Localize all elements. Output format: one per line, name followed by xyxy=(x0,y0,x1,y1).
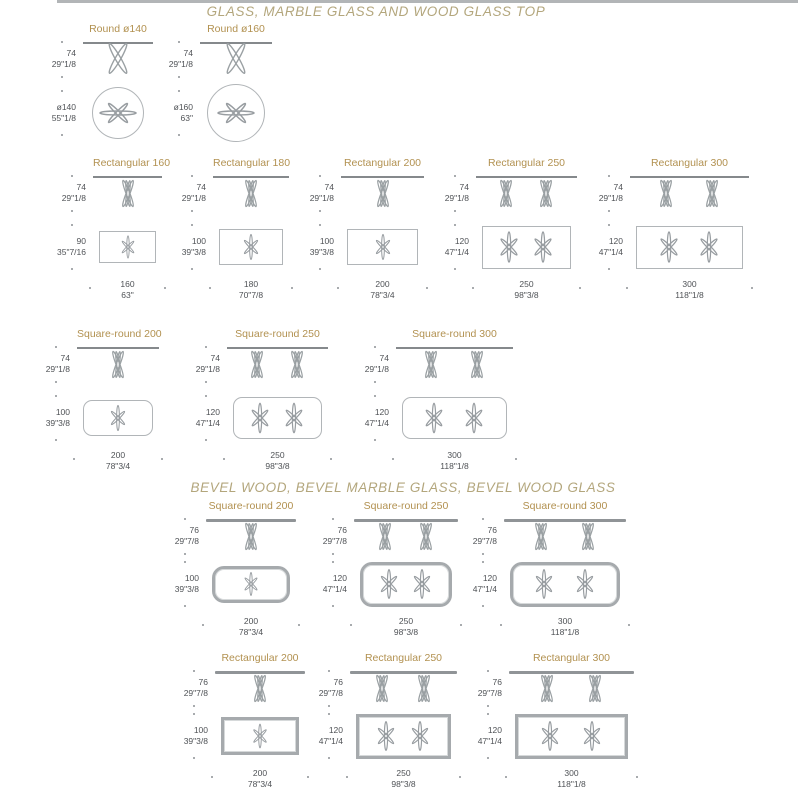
height-dimension: 74 29"1/8 xyxy=(47,176,93,210)
height-dimension: 74 29"1/8 xyxy=(31,347,77,381)
table-base-side-icon xyxy=(237,521,265,552)
side-view xyxy=(93,176,162,210)
figure-title: Square-round 250 xyxy=(363,500,449,512)
table-base-top-icon xyxy=(237,233,265,261)
top-view xyxy=(200,84,272,142)
figure-title: Rectangular 180 xyxy=(213,157,291,169)
table-top-outline xyxy=(402,397,507,439)
table-base-top-icon xyxy=(458,402,491,435)
side-view xyxy=(83,42,153,76)
figure-round-160 xyxy=(154,22,272,142)
table-top-outline xyxy=(636,226,743,269)
depth-dimension: 120 47"1/4 xyxy=(308,555,354,613)
top-view xyxy=(213,218,289,276)
length-dimension: 250 98"3/8 xyxy=(227,450,328,472)
figure-title: Square-round 300 xyxy=(522,500,608,512)
table-base-side-icon xyxy=(417,349,445,380)
top-view xyxy=(227,389,328,447)
table-base-top-icon xyxy=(492,230,526,264)
height-dimension: 74 29"1/8 xyxy=(167,176,213,210)
depth-dimension: 100 39"3/8 xyxy=(31,389,77,447)
table-top-line xyxy=(350,671,457,674)
table-base-top-icon xyxy=(652,230,686,264)
figure-square-round-250 xyxy=(181,327,328,472)
table-base-top-icon xyxy=(406,568,438,600)
side-view xyxy=(206,519,296,553)
table-base-side-icon xyxy=(243,349,271,380)
length-dimension: 300 118"1/8 xyxy=(630,279,749,301)
depth-dimension: 120 47"1/4 xyxy=(463,707,509,765)
depth-dimension: 120 47"1/4 xyxy=(181,389,227,447)
table-base-top-icon xyxy=(693,230,727,264)
table-top-line xyxy=(227,347,328,349)
height-dimension: 74 29"1/8 xyxy=(295,176,341,210)
table-base-top-icon xyxy=(115,235,140,260)
side-view xyxy=(213,176,289,210)
figure-title: Rectangular 300 xyxy=(532,652,611,664)
height-dimension: 76 29"7/8 xyxy=(458,519,504,553)
depth-dimension: 120 47"1/4 xyxy=(458,555,504,613)
top-view xyxy=(350,707,457,765)
figure-title: Rectangular 250 xyxy=(364,652,443,664)
table-top-outline xyxy=(212,566,290,603)
table-base-side-icon xyxy=(574,521,602,552)
height-dimension: 74 29"1/8 xyxy=(37,42,83,76)
table-base-side-icon xyxy=(114,178,142,209)
figure-bevel-rectangular-200 xyxy=(169,651,305,790)
figure-round-140 xyxy=(37,22,153,142)
table-base-side-icon xyxy=(410,673,438,704)
table-base-top-icon xyxy=(526,230,560,264)
table-base-top-icon xyxy=(104,404,132,432)
top-view xyxy=(77,389,159,447)
table-top-outline xyxy=(510,562,620,607)
depth-dimension: 100 39"3/8 xyxy=(160,555,206,613)
top-view xyxy=(504,555,626,613)
top-view xyxy=(215,707,305,765)
table-top-outline xyxy=(83,400,153,436)
side-view xyxy=(77,347,159,381)
table-base-top-icon xyxy=(98,93,138,133)
side-view xyxy=(630,176,749,210)
depth-dimension: 120 47"1/4 xyxy=(584,218,630,276)
height-dimension: 74 29"1/8 xyxy=(584,176,630,210)
table-top-line xyxy=(509,671,634,674)
table-base-top-icon xyxy=(576,720,608,752)
table-top-outline xyxy=(219,229,283,265)
table-base-top-icon xyxy=(247,723,273,749)
table-base-top-icon xyxy=(569,568,601,600)
top-view xyxy=(341,218,424,276)
table-base-top-icon xyxy=(216,93,256,133)
side-view xyxy=(341,176,424,210)
length-dimension: 200 78"3/4 xyxy=(215,768,305,790)
table-base-top-icon xyxy=(244,402,277,435)
figure-bevel-square-round-300 xyxy=(458,499,626,638)
figure-bevel-square-round-200 xyxy=(160,499,296,638)
height-dimension: 74 29"1/8 xyxy=(181,347,227,381)
top-view xyxy=(206,555,296,613)
table-top-outline xyxy=(360,562,452,607)
top-view xyxy=(83,84,153,142)
table-base-side-icon xyxy=(237,178,265,209)
side-view xyxy=(215,671,305,705)
table-base-side-icon xyxy=(527,521,555,552)
table-base-top-icon xyxy=(369,233,397,261)
section-title-bevel-tops: BEVEL WOOD, BEVEL MARBLE GLASS, BEVEL WOOD GLASS xyxy=(190,480,616,495)
side-view xyxy=(200,42,272,76)
table-base-top-icon xyxy=(528,568,560,600)
table-base-side-icon xyxy=(369,178,397,209)
height-dimension: 76 29"7/8 xyxy=(463,671,509,705)
table-base-top-icon xyxy=(373,568,405,600)
length-dimension: 300 118"1/8 xyxy=(396,450,513,472)
length-dimension: 300 118"1/8 xyxy=(509,768,634,790)
table-top-outline xyxy=(233,397,322,439)
side-view xyxy=(509,671,634,705)
table-base-top-icon xyxy=(370,720,402,752)
figure-bevel-square-round-250 xyxy=(308,499,458,638)
figure-title: Square-round 200 xyxy=(77,328,162,340)
table-base-side-icon xyxy=(698,178,726,209)
side-view xyxy=(354,519,458,553)
side-view xyxy=(396,347,513,381)
table-base-side-icon xyxy=(412,521,440,552)
length-dimension: 250 98"3/8 xyxy=(354,616,458,638)
table-base-side-icon xyxy=(283,349,311,380)
top-view xyxy=(476,218,577,276)
table-top-outline xyxy=(515,714,628,759)
table-base-side-icon xyxy=(219,43,253,74)
figure-rectangular-250 xyxy=(430,156,577,301)
figure-bevel-rectangular-250 xyxy=(304,651,457,790)
figure-title: Rectangular 200 xyxy=(221,652,299,664)
table-top-outline xyxy=(92,87,144,139)
depth-dimension: 90 35"7/16 xyxy=(47,218,93,276)
top-edge-line xyxy=(57,0,798,3)
figure-title: Rectangular 250 xyxy=(487,157,566,169)
side-view xyxy=(504,519,626,553)
table-base-side-icon xyxy=(463,349,491,380)
table-base-side-icon xyxy=(492,178,520,209)
figure-square-round-300 xyxy=(350,327,513,472)
depth-dimension: 100 39"3/8 xyxy=(295,218,341,276)
depth-dimension: 120 47"1/4 xyxy=(430,218,476,276)
length-dimension: 200 78"3/4 xyxy=(341,279,424,301)
figure-title: Square-round 250 xyxy=(235,328,320,340)
height-dimension: 76 29"7/8 xyxy=(169,671,215,705)
top-view xyxy=(93,218,162,276)
table-top-line xyxy=(630,176,749,178)
length-dimension: 160 63" xyxy=(93,279,162,301)
table-base-side-icon xyxy=(533,673,561,704)
table-top-line xyxy=(504,519,626,522)
table-base-side-icon xyxy=(652,178,680,209)
length-dimension: 180 70"7/8 xyxy=(213,279,289,301)
depth-dimension: 120 47"1/4 xyxy=(304,707,350,765)
table-base-side-icon xyxy=(104,349,132,380)
table-base-top-icon xyxy=(417,402,450,435)
figure-title: Rectangular 300 xyxy=(650,157,729,169)
top-view xyxy=(396,389,513,447)
figure-rectangular-200 xyxy=(295,156,424,301)
length-dimension: 200 78"3/4 xyxy=(77,450,159,472)
side-view xyxy=(350,671,457,705)
table-top-outline xyxy=(347,229,418,265)
table-top-line xyxy=(396,347,513,349)
table-base-side-icon xyxy=(532,178,560,209)
figure-title: Round ø160 xyxy=(207,23,265,35)
figure-rectangular-160 xyxy=(47,156,171,301)
top-view xyxy=(509,707,634,765)
table-top-line xyxy=(354,519,458,522)
table-base-top-icon xyxy=(278,402,311,435)
diameter-dimension: ø160 63" xyxy=(154,84,200,142)
diameter-dimension: ø140 55"1/8 xyxy=(37,84,83,142)
table-base-side-icon xyxy=(371,521,399,552)
length-dimension: 250 98"3/8 xyxy=(350,768,457,790)
table-top-outline xyxy=(99,231,156,263)
figure-title: Rectangular 160 xyxy=(93,157,171,169)
height-dimension: 76 29"7/8 xyxy=(160,519,206,553)
depth-dimension: 100 39"3/8 xyxy=(169,707,215,765)
table-base-side-icon xyxy=(581,673,609,704)
table-base-side-icon xyxy=(368,673,396,704)
length-dimension: 250 98"3/8 xyxy=(476,279,577,301)
length-dimension: 200 78"3/4 xyxy=(206,616,296,638)
top-view xyxy=(630,218,749,276)
figure-rectangular-300 xyxy=(584,156,749,301)
depth-dimension: 100 39"3/8 xyxy=(167,218,213,276)
height-dimension: 76 29"7/8 xyxy=(308,519,354,553)
table-top-outline xyxy=(482,226,571,269)
figure-title: Round ø140 xyxy=(89,23,147,35)
figure-rectangular-180 xyxy=(167,156,289,301)
figure-square-round-200 xyxy=(31,327,162,472)
section-title-glass-tops: GLASS, MARBLE GLASS AND WOOD GLASS TOP xyxy=(206,4,546,19)
height-dimension: 74 29"1/8 xyxy=(430,176,476,210)
height-dimension: 74 29"1/8 xyxy=(350,347,396,381)
table-top-outline xyxy=(356,714,451,759)
table-base-side-icon xyxy=(246,673,274,704)
table-base-top-icon xyxy=(404,720,436,752)
height-dimension: 74 29"1/8 xyxy=(154,42,200,76)
table-base-side-icon xyxy=(101,43,135,74)
table-base-top-icon xyxy=(534,720,566,752)
depth-dimension: 120 47"1/4 xyxy=(350,389,396,447)
top-view xyxy=(354,555,458,613)
figure-title: Square-round 300 xyxy=(412,328,497,340)
figure-title: Rectangular 200 xyxy=(343,157,422,169)
table-top-outline xyxy=(207,84,265,142)
side-view xyxy=(476,176,577,210)
figure-bevel-rectangular-300 xyxy=(463,651,634,790)
table-top-line xyxy=(476,176,577,178)
figure-title: Square-round 200 xyxy=(208,500,294,512)
length-dimension: 300 118"1/8 xyxy=(504,616,626,638)
side-view xyxy=(227,347,328,381)
height-dimension: 76 29"7/8 xyxy=(304,671,350,705)
table-top-outline xyxy=(221,717,299,755)
table-base-top-icon xyxy=(238,571,263,596)
